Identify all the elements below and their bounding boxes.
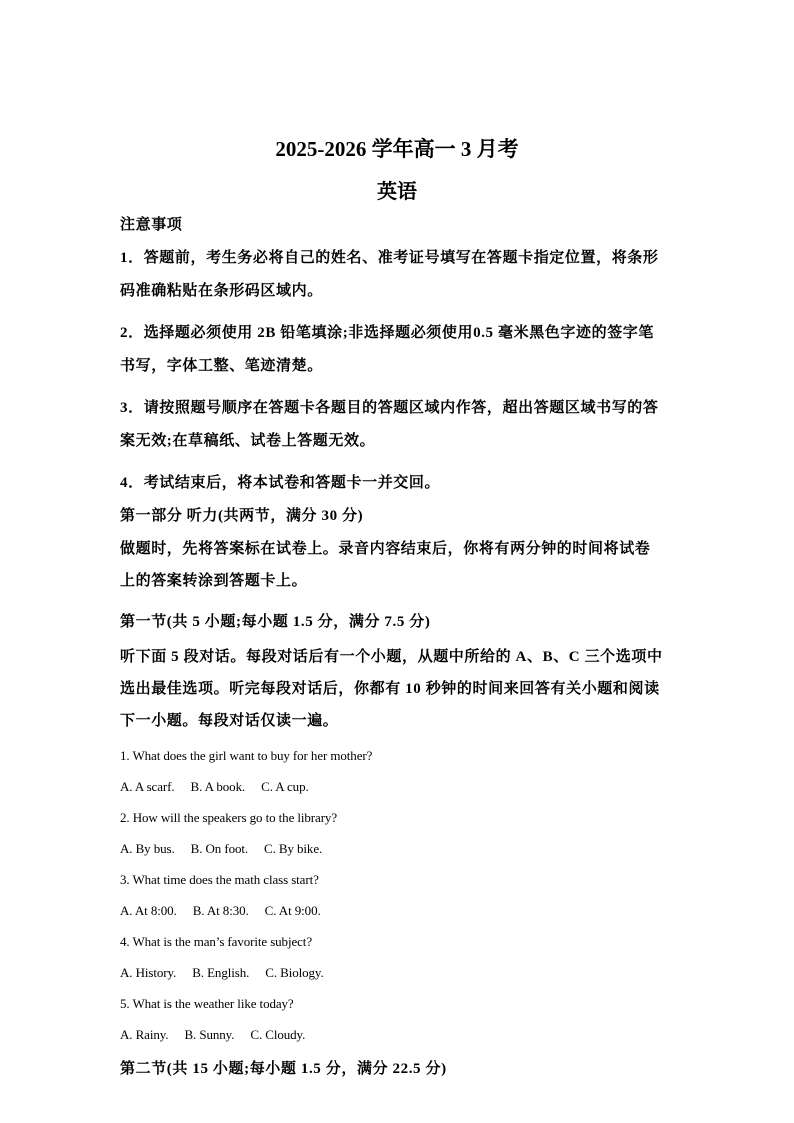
question-5-option-b: B. Sunny. [184,1027,235,1042]
part1-instruction-line-1: 做题时，先将答案标在试卷上。录音内容结束后，你将有两分钟的时间将试卷 [120,541,651,557]
notes-heading: 注意事项 [120,217,183,233]
exam-title: 2025-2026 学年高一 3 月考 [275,137,519,161]
section1-heading: 第一节(共 5 小题;每小题 1.5 分，满分 7.5 分) [120,614,431,630]
question-3-option-c: C. At 9:00. [264,903,321,918]
question-1-option-a: A. A scarf. [120,779,175,794]
part1-heading: 第一部分 听力(共两节，满分 30 分) [120,508,364,524]
question-5-option-a: A. Rainy. [120,1027,169,1042]
note-2-line-1: 2．选择题必须使用 2B 铅笔填涂;非选择题必须使用0.5 毫米黑色字迹的签字笔 [120,325,655,341]
section2-heading: 第二节(共 15 小题;每小题 1.5 分，满分 22.5 分) [120,1061,447,1077]
note-2-line-2: 书写，字体工整、笔迹清楚。 [120,358,323,374]
section1-instruction-line-3: 下一小题。每段对话仅读一遍。 [120,713,339,729]
question-2-options [120,841,338,857]
question-2-stem: 2. How will the speakers go to the library? [120,810,338,825]
section1-instruction-line-2: 选出最佳选项。听完每段对话后，你都有 10 秒钟的时间来回答有关小题和阅读 [120,681,660,697]
note-3-line-2: 案无效;在草稿纸、试卷上答题无效。 [120,433,376,449]
question-2-option-b: B. On foot. [190,841,249,856]
question-1-option-c: C. A cup. [261,779,309,794]
question-4-option-b: B. English. [192,965,250,980]
question-5-option-c: C. Cloudy. [250,1027,306,1042]
question-3-options [120,903,337,919]
question-5-options [120,1027,321,1043]
question-3-option-b: B. At 8:30. [192,903,249,918]
question-4-options [120,965,340,981]
question-3-stem: 3. What time does the math class start? [120,872,319,887]
note-1-line-1: 1．答题前，考生务必将自己的姓名、准考证号填写在答题卡指定位置，将条形 [120,250,659,266]
note-1-line-2: 码准确粘贴在条形码区域内。 [120,283,323,299]
subject-title: 英语 [377,181,417,203]
question-1-options [120,779,325,795]
question-2-option-c: C. By bike. [264,841,323,856]
part1-instruction-line-2: 上的答案转涂到答题卡上。 [120,573,308,589]
question-3-option-a: A. At 8:00. [120,903,177,918]
note-4-line-1: 4．考试结束后，将本试卷和答题卡一并交回。 [120,475,441,491]
question-4-stem: 4. What is the man’s favorite subject? [120,934,312,949]
question-1-stem: 1. What does the girl want to buy for her mother? [120,748,373,763]
question-2-option-a: A. By bus. [120,841,175,856]
question-5-stem: 5. What is the weather like today? [120,996,294,1011]
question-1-option-b: B. A book. [190,779,246,794]
section1-instruction-line-1: 听下面 5 段对话。每段对话后有一个小题，从题中所给的 A、B、C 三个选项中 [120,649,663,665]
question-4-option-c: C. Biology. [265,965,324,980]
note-3-line-1: 3．请按照题号顺序在答题卡各题目的答题区域内作答，超出答题区域书写的答 [120,400,659,416]
question-4-option-a: A. History. [120,965,177,980]
